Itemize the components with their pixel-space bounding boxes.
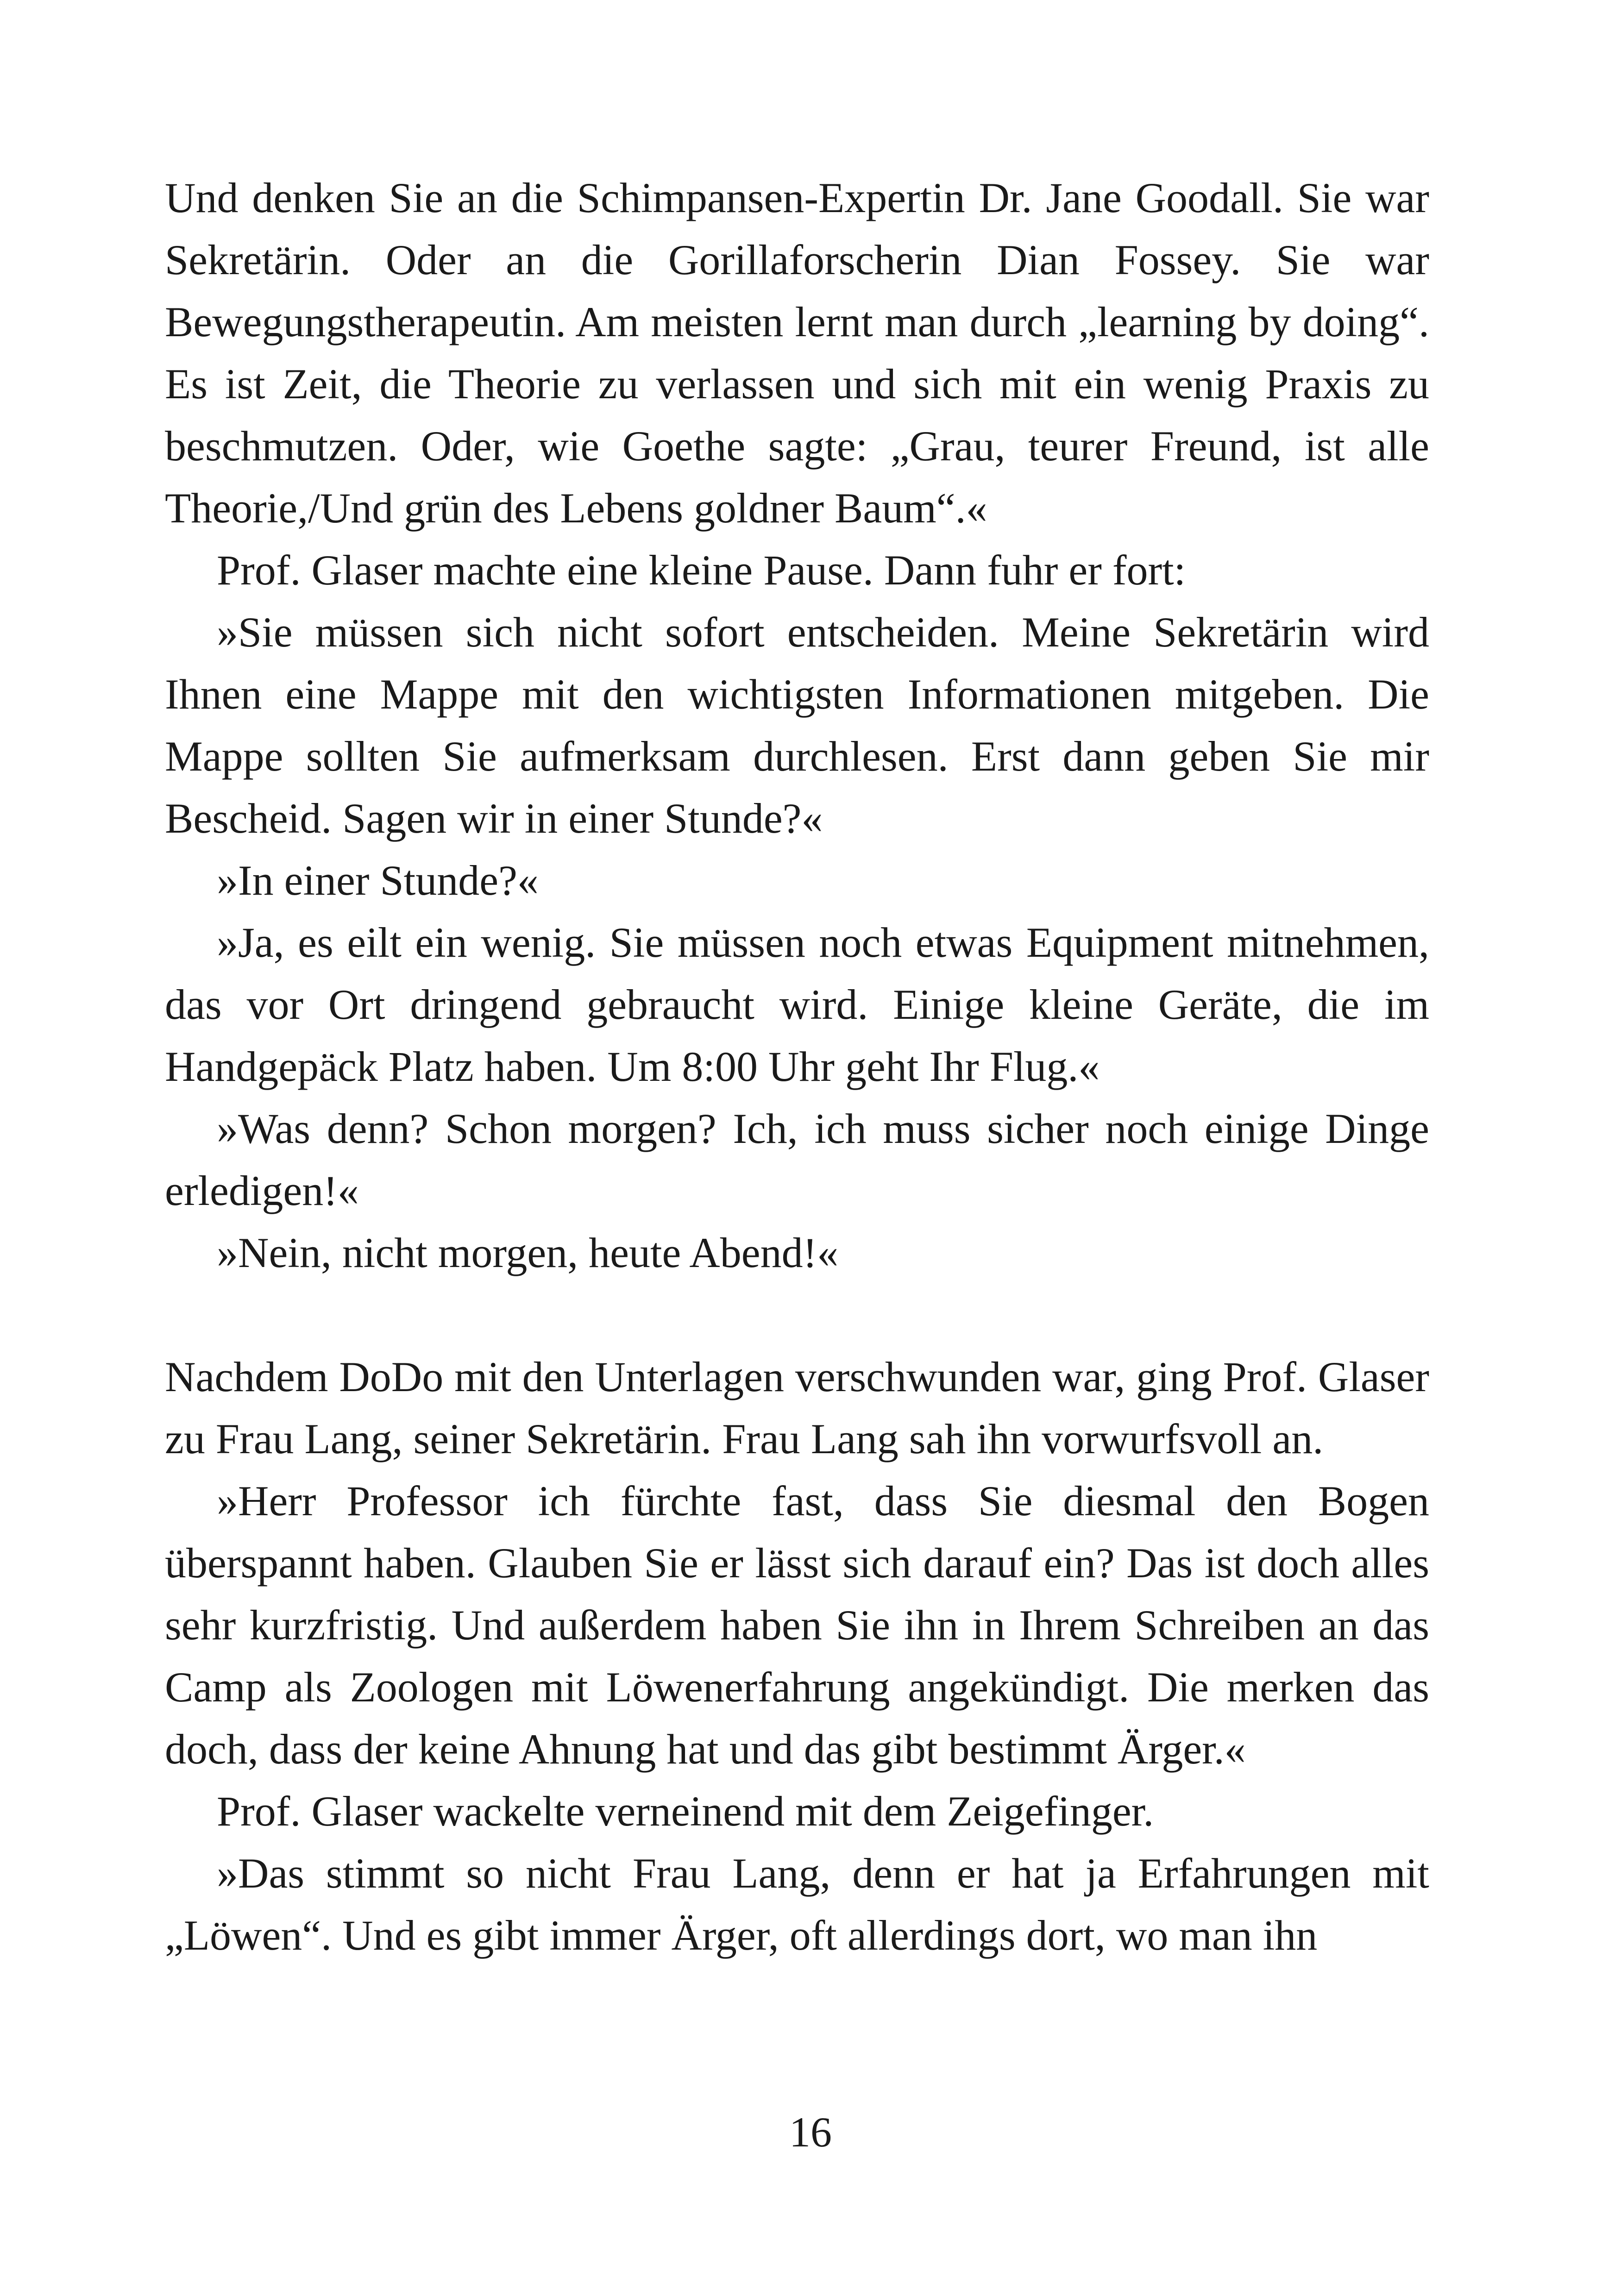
paragraph-3: »Sie müssen sich nicht sofort entscheiden. Meine Sekretärin wird Ihnen eine Mappe mit den wichtigsten Informationen mitgeben. Die Mappe sollten Sie aufmerksam durchlesen. Erst dann geben Sie mir Bescheid. Sagen wir in einer Stunde?« [165,609,1429,842]
paragraph-2: Prof. Glaser machte eine kleine Pause. Dann fuhr er fort: [217,546,1186,594]
paragraph-9: »Herr Professor ich fürchte fast, dass Sie diesmal den Bogen überspannt haben. Glauben Sie er lässt sich darauf ein? Das ist doch alles sehr kurzfristig. Und außerdem haben Sie ihn in Ihrem Schreiben an das Camp als Zoologen mit Löwenerfahrung angekündigt. Die merken das doch, dass der keine Ahnung hat und das gibt bestimmt Ärger.« [165,1477,1429,1773]
body-text [165,167,1429,1966]
paragraph-1: Und denken Sie an die Schimpansen-Expertin Dr. Jane Goodall. Sie war Sekretärin. Oder an die Gorillaforscherin Dian Fossey. Sie war Bewegungstherapeutin. Am meisten lernt man durch „learning by doing“. Es ist Zeit, die Theorie zu verlassen und sich mit ein wenig Praxis zu beschmutzen. Oder, wie Goethe sagte: „Grau, teurer Freund, ist alle Theorie,/Und grün des Lebens goldner Baum“.« [165,174,1429,532]
paragraph-4: »In einer Stunde?« [217,857,539,904]
section-break [165,1284,1429,1346]
paragraph-7: »Nein, nicht morgen, heute Abend!« [217,1229,839,1276]
paragraph-5: »Ja, es eilt ein wenig. Sie müssen noch etwas Equipment mitnehmen, das vor Ort dringend gebraucht wird. Einige kleine Geräte, die im Handgepäck Platz haben. Um 8:00 Uhr geht Ihr Flug.« [165,919,1429,1090]
paragraph-10: Prof. Glaser wackelte verneinend mit dem Zeigefinger. [217,1788,1154,1835]
paragraph-11: »Das stimmt so nicht Frau Lang, denn er hat ja Erfahrungen mit „Löwen“. Und es gibt immer Ärger, oft allerdings dort, wo man ihn [165,1850,1429,1959]
paragraph-6: »Was denn? Schon morgen? Ich, ich muss sicher noch einige Dinge erledigen!« [165,1105,1429,1214]
page-number: 16 [789,2108,832,2156]
paragraph-8: Nachdem DoDo mit den Unterlagen verschwunden war, ging Prof. Glaser zu Frau Lang, seiner Sekretärin. Frau Lang sah ihn vorwurfsvoll an. [165,1353,1429,1462]
